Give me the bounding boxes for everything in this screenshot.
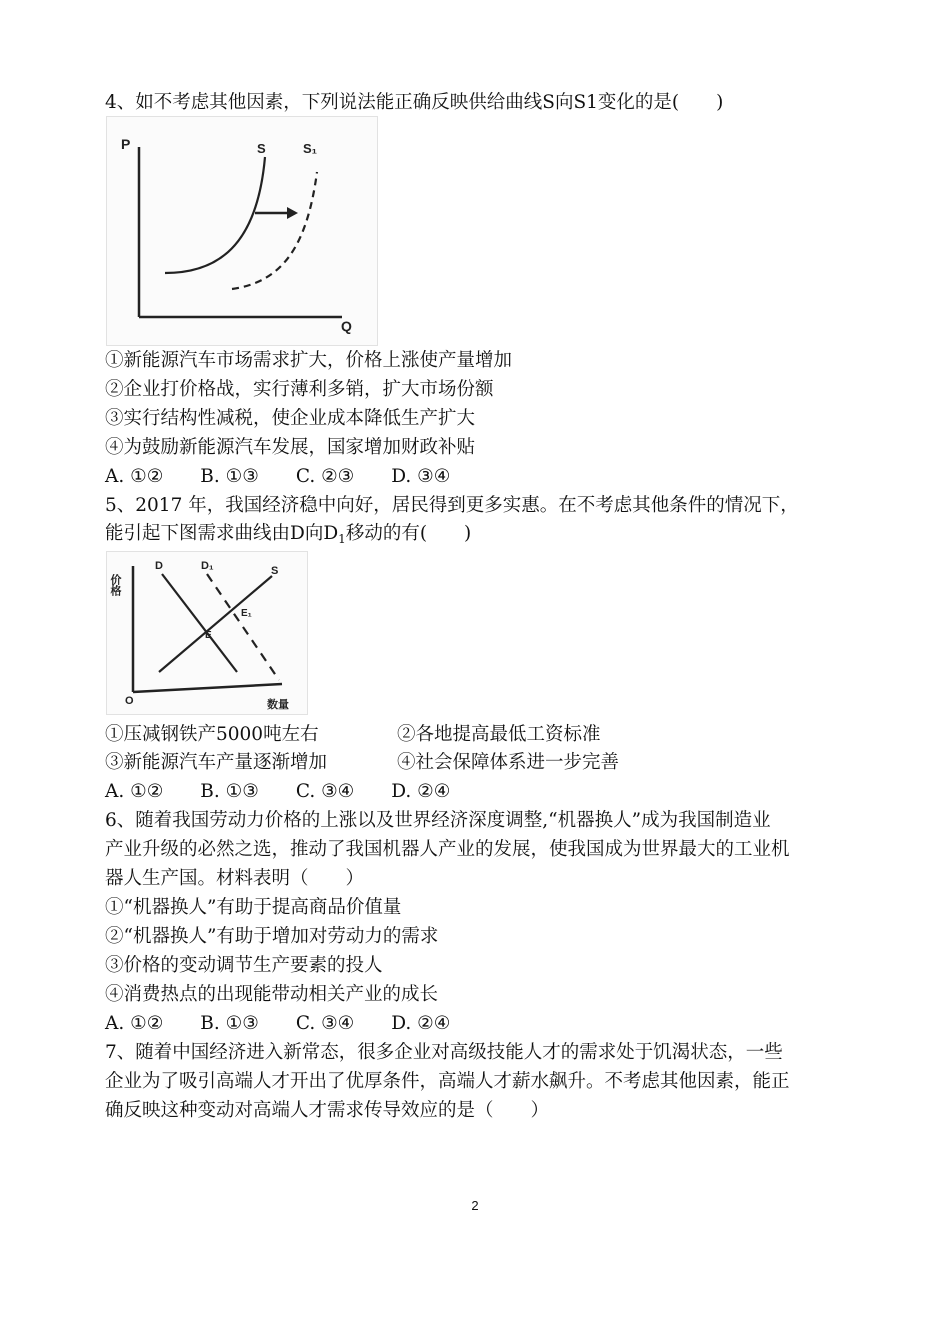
q7-stem-line3: 确反映这种变动对高端人才需求传导效应的是（ ） <box>105 1100 550 1121</box>
page-number: 2 <box>471 1198 479 1213</box>
q5-item-3: ③新能源汽车产量逐渐增加 <box>105 752 328 773</box>
demand-curve-d1 <box>207 574 279 680</box>
q6-stem-line1: 6、随着我国劳动力价格的上涨以及世界经济深度调整,“机器换人”成为我国制造业 <box>105 810 771 831</box>
origin-label: O <box>125 695 134 707</box>
q4-item-2: ②企业打价格战，实行薄利多销，扩大市场份额 <box>105 379 494 400</box>
q6-stem-line2: 产业升级的必然之选，推动了我国机器人产业的发展，使我国成为世界最大的工业机 <box>105 839 790 860</box>
curve-d1-label: D₁ <box>201 560 214 572</box>
supply-shift-graph <box>106 116 378 346</box>
q5-stem-text-a: 能引起下图需求曲线由D向D <box>105 523 339 544</box>
q6-item-4: ④消费热点的出现能带动相关产业的成长 <box>105 984 439 1005</box>
q5-stem-line2 <box>105 523 471 550</box>
p-axis-label: P <box>121 136 131 152</box>
demand-shift-graph <box>106 551 308 715</box>
quantity-axis-label: 数量 <box>267 699 289 711</box>
q6-item-2: ②“机器换人”有助于增加对劳动力的需求 <box>105 926 439 947</box>
q5-stem-subscript: 1 <box>338 532 346 546</box>
q7-stem-line2: 企业为了吸引高端人才开出了优厚条件，高端人才薪水飙升。不考虑其他因素，能正 <box>105 1071 790 1092</box>
q5-stem-line1: 5、2017 年，我国经济稳中向好，居民得到更多实惠。在不考虑其他条件的情况下， <box>105 495 799 516</box>
q4-item-1: ①新能源汽车市场需求扩大，价格上涨使产量增加 <box>105 350 513 371</box>
supply-curve-s <box>159 576 272 672</box>
supply-curve-s <box>165 157 265 273</box>
price-axis-label: 价格 <box>109 574 121 596</box>
q6-item-1: ①“机器换人”有助于提高商品价值量 <box>105 897 402 918</box>
q6-options: A. ①② B. ①③ C. ③④ D. ②④ <box>105 1013 451 1034</box>
demand-curve-d <box>162 574 237 672</box>
q4-stem: 4、如不考虑其他因素，下列说法能正确反映供给曲线S向S1变化的是( ) <box>105 92 724 113</box>
curve-s1-label: S₁ <box>303 141 318 156</box>
q6-stem-line3: 器人生产国。材料表明（ ） <box>105 868 365 889</box>
q5-stem-text-b: 移动的有( ) <box>345 523 472 544</box>
point-e1-label: E₁ <box>241 608 252 619</box>
curve-d-label: D <box>155 560 163 572</box>
q5-item-1: ①压减钢铁产5000吨左右 <box>105 724 319 745</box>
q4-item-4: ④为鼓励新能源汽车发展，国家增加财政补贴 <box>105 437 476 458</box>
curve-s-label: S <box>271 565 279 577</box>
q4-item-3: ③实行结构性减税，使企业成本降低生产扩大 <box>105 408 476 429</box>
q-axis-label: Q <box>341 318 352 334</box>
q7-stem-line1: 7、随着中国经济进入新常态，很多企业对高级技能人才的需求处于饥渴状态，一些 <box>105 1042 783 1063</box>
q5-options: A. ①② B. ①③ C. ③④ D. ②④ <box>105 781 451 802</box>
q5-item-2: ②各地提高最低工资标准 <box>397 724 601 745</box>
point-e-label: E <box>205 630 212 641</box>
q6-item-3: ③价格的变动调节生产要素的投人 <box>105 955 383 976</box>
q4-options: A. ①② B. ①③ C. ②③ D. ③④ <box>105 466 451 487</box>
arrow-head-icon <box>287 207 298 219</box>
curve-s-label: S <box>257 141 266 156</box>
q5-item-4: ④社会保障体系进一步完善 <box>397 752 620 773</box>
